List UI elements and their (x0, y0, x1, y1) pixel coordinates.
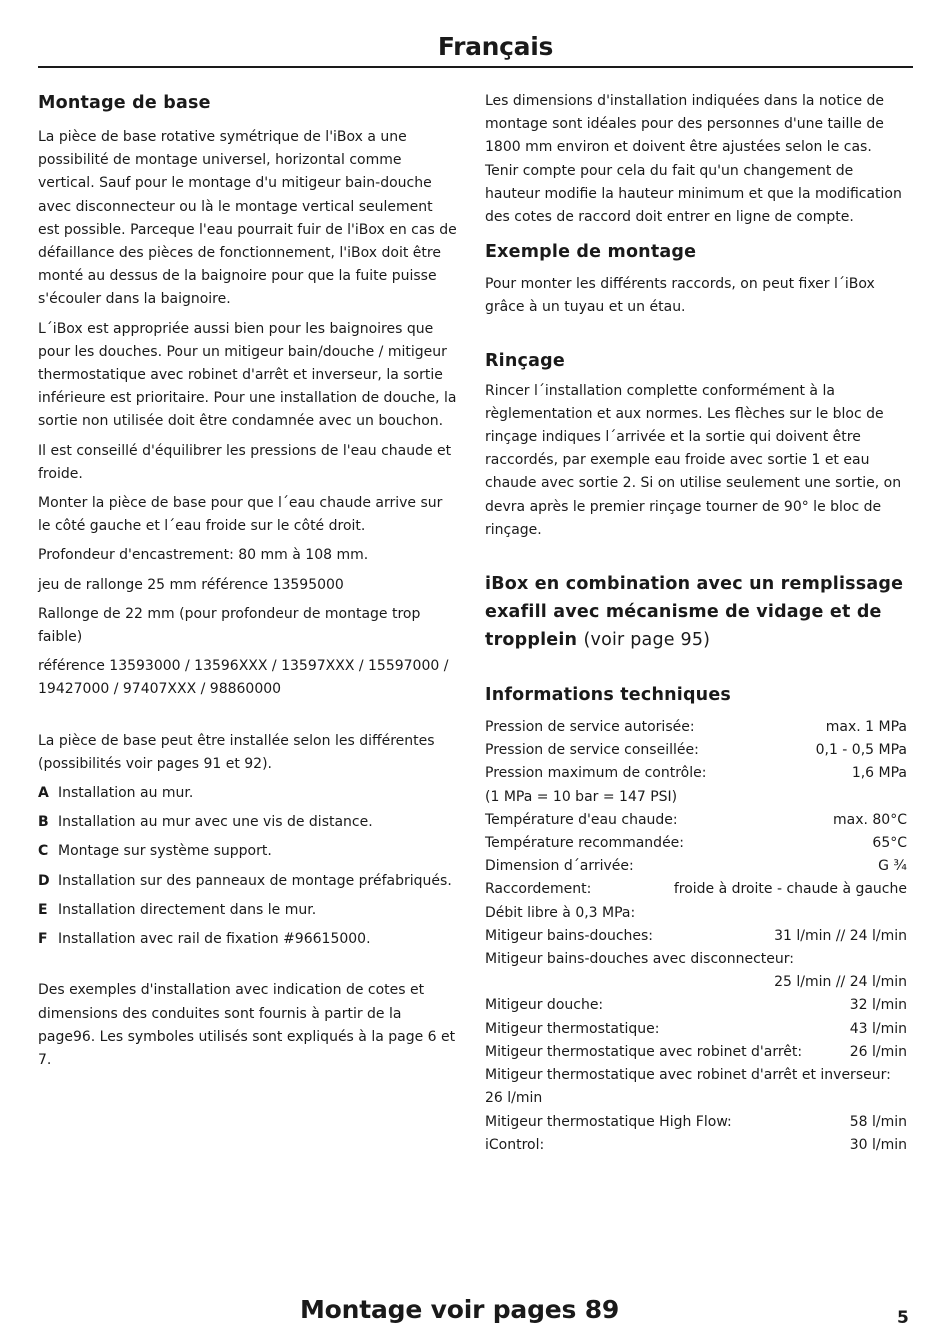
tech-value: froide à droite - chaude à gauche (673, 881, 907, 898)
tech-value: max. 80°C (833, 811, 907, 828)
tech-label: Pression de service conseillée: (485, 742, 699, 759)
tech-value: 31 l/min // 24 l/min (774, 927, 907, 944)
tech-label: Raccordement: (485, 881, 592, 898)
page-number: 5 (897, 1308, 909, 1328)
paragraph: Pour monter les différents raccords, on peut fixer l´iBox grâce à un tuyau et un étau. (485, 276, 875, 316)
combination-title-text: iBox en combination avec un remplissage exafill avec mécanisme de vidage et de tropplein (485, 574, 904, 651)
tech-label: Température d'eau chaude: (485, 811, 678, 828)
paragraph: Les dimensions d'installation indiquées dans la notice de montage sont idéales pour des personnes d'une taille de 1800 mm environ et doivent être ajustées selon le cas. Tenir compte pour cela du fait qu'un changement de hauteur modifie la hauteur minimum et que la modification des cotes de raccord doit entrer en ligne de compte. (485, 93, 902, 226)
section-title-informations-techniques: Informations techniques (485, 685, 732, 706)
paragraph: Monter la pièce de base pour que l´eau chaude arrive sur le côté gauche et l´eau froide sur le côté droit. (38, 495, 443, 535)
tech-label: Mitigeur bains-douches: (485, 927, 654, 944)
tech-value: 30 l/min (849, 1136, 907, 1153)
list-letter: D (38, 872, 50, 889)
list-letter: F (38, 931, 48, 948)
section-title-rincage: Rinçage (485, 350, 565, 371)
tech-label: Mitigeur bains-douches avec disconnecteur: (485, 951, 794, 968)
list-text: Installation au mur. (58, 785, 194, 802)
tech-label: iControl: (485, 1136, 545, 1153)
tech-specs (485, 716, 907, 1157)
list-item (38, 782, 458, 805)
paragraph: Des exemples d'installation avec indication de cotes et dimensions des conduites sont fournis à partir de la page96. Les symboles utilisés sont expliqués à la page 6 et 7. (38, 982, 456, 1068)
tech-row (485, 878, 907, 901)
paragraph: Il est conseillé d'équilibrer les pressions de l'eau chaude et froide. (38, 442, 452, 482)
tech-value: G ¾ (878, 858, 907, 875)
section-title-exemple-de-montage: Exemple de montage (485, 242, 697, 263)
tech-value: 26 l/min (849, 1043, 907, 1060)
tech-row (485, 925, 907, 948)
tech-row (485, 832, 907, 855)
header-divider (38, 66, 913, 68)
list-text: Installation au mur avec une vis de distance. (58, 814, 373, 831)
right-column (485, 90, 907, 1157)
paragraph: La pièce de base peut être installée selon les différentes (possibilités voir pages 91 et 92). (38, 732, 435, 772)
tech-label: Mitigeur thermostatique High Flow: (485, 1113, 732, 1130)
page-title: Français (437, 32, 554, 61)
list-letter: B (38, 814, 49, 831)
list-letter: E (38, 901, 48, 918)
tech-value: max. 1 MPa (825, 719, 907, 736)
tech-row (485, 739, 907, 762)
paragraph: référence 13593000 / 13596XXX / 13597XXX / 15597000 / 19427000 / 97407XXX / 98860000 (38, 658, 449, 698)
tech-value: 25 l/min // 24 l/min (774, 974, 907, 991)
list-text: Installation sur des panneaux de montage préfabriqués. (58, 872, 452, 889)
tech-label: Mitigeur thermostatique avec robinet d'arrêt et inverseur: (485, 1067, 891, 1084)
tech-note: Débit libre à 0,3 MPa: (485, 904, 636, 921)
tech-row (485, 1041, 907, 1064)
tech-label: Dimension d´arrivée: (485, 858, 634, 875)
paragraph: Profondeur d'encastrement: 80 mm à 108 mm. (38, 547, 369, 564)
paragraph: Rallonge de 22 mm (pour profondeur de montage trop faible) (38, 605, 421, 646)
tech-value: 0,1 - 0,5 MPa (815, 742, 907, 759)
tech-value: 32 l/min (849, 997, 907, 1014)
list-letter: A (38, 785, 49, 802)
tech-row (485, 1134, 907, 1157)
paragraph: L´iBox est appropriée aussi bien pour les baignoires que pour les douches. Pour un mitigeur bain/douche / mitigeur thermostatique avec robinet d'arrêt et inverseur, la sortie inférieure est prioritaire. Pour une installation de douche, la sortie non utilisée doit être condamnée avec un bouchon. (38, 320, 457, 430)
tech-row (485, 716, 907, 739)
footer-title: Montage voir pages 89 (300, 1295, 620, 1324)
list-item (38, 928, 458, 951)
tech-value: 26 l/min (485, 1090, 543, 1107)
page-reference: (voir page 95) (583, 630, 711, 651)
tech-label: Température recommandée: (485, 835, 685, 852)
tech-label: Mitigeur thermostatique avec robinet d'arrêt: (485, 1043, 803, 1060)
tech-value: 58 l/min (849, 1113, 907, 1130)
tech-row (485, 1018, 907, 1041)
tech-row (485, 1111, 907, 1134)
tech-row (485, 994, 907, 1017)
tech-value: 1,6 MPa (851, 765, 907, 782)
tech-label: Mitigeur thermostatique: (485, 1020, 660, 1037)
list-item (38, 840, 458, 863)
tech-note: (1 MPa = 10 bar = 147 PSI) (485, 788, 678, 805)
left-column (38, 90, 458, 1072)
tech-value: 43 l/min (849, 1020, 907, 1037)
list-item (38, 870, 458, 893)
tech-row (485, 809, 907, 832)
tech-label: Mitigeur douche: (485, 997, 604, 1014)
tech-label: Pression de service autorisée: (485, 719, 695, 736)
list-letter: C (38, 843, 49, 860)
tech-label: Pression maximum de contrôle: (485, 765, 707, 782)
list-item (38, 899, 458, 922)
list-text: Montage sur système support. (58, 843, 272, 860)
section-title-montage-de-base: Montage de base (38, 93, 211, 113)
paragraph: jeu de rallonge 25 mm référence 13595000 (38, 576, 344, 593)
paragraph: La pièce de base rotative symétrique de l'iBox a une possibilité de montage universel, horizontal comme vertical. Sauf pour le montage d'u mitigeur bain-douche avec disconnecteur ou là le montage vertical seulement est possible. Parceque l'eau pourrait fuir de l'iBox en cas de défaillance des pièces de fonctionnement, l'iBox doit être monté au dessus de la baignoire pour que la fuite puisse s'écouler dans la baignoire. (38, 129, 457, 308)
tech-row (485, 762, 907, 785)
list-item (38, 811, 458, 834)
tech-value: 65°C (872, 835, 907, 852)
list-text: Installation directement dans le mur. (58, 901, 317, 918)
paragraph: Rincer l´installation complette conformément à la règlementation et aux normes. Les flèches sur le bloc de rinçage indiques l´arrivée et la sortie qui doivent être raccordés, par exemple eau froide avec sortie 1 et eau chaude avec sortie 2. Si on utilise seulement une sortie, on devra après le premier rinçage tourner de 90° le bloc de rinçage. (485, 382, 902, 538)
tech-row (485, 855, 907, 878)
list-text: Installation avec rail de fixation #96615000. (58, 931, 371, 948)
section-title-ibox-combination (485, 570, 907, 654)
